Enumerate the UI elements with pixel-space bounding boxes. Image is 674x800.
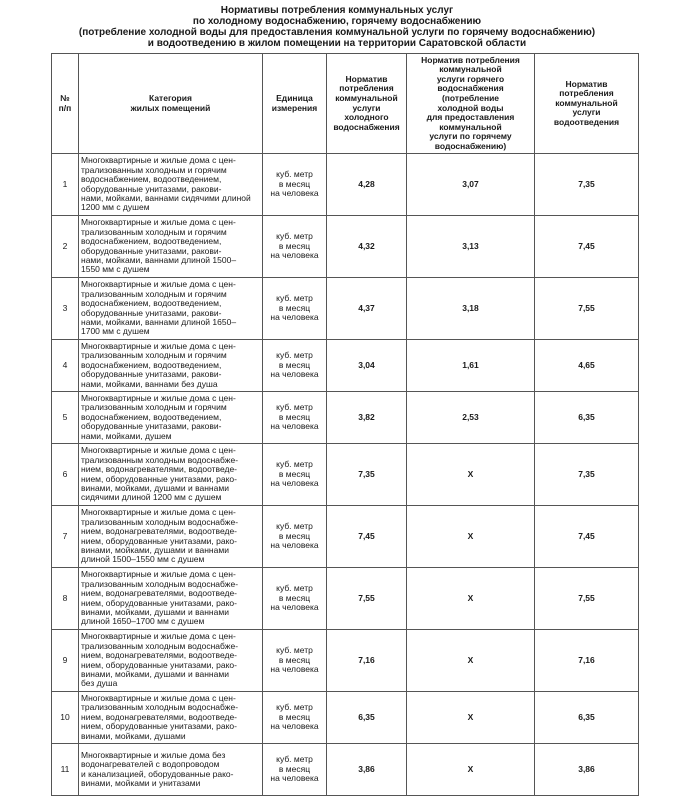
cold-water-value [327,216,407,278]
header-line: № [60,92,70,103]
header-category [79,54,263,154]
category-cell [79,392,263,444]
unit-line: на человека [270,478,319,489]
category-line: 1550 мм с душем [81,264,150,275]
category-cell [79,444,263,506]
cold-water-value [327,444,407,506]
cell-value: 7,55 [358,592,375,603]
unit-line: в месяц [278,592,311,603]
cell-value: 7,16 [578,654,595,665]
category-line: Многоквартирные и жилые дома с цен- [81,507,236,518]
hot-water-value [407,744,535,796]
hot-water-value [407,340,535,392]
unit-line: куб. метр [276,402,313,413]
cell-value: Х [467,592,474,603]
cell-value: Х [467,530,474,541]
header-line: Категория [149,92,192,103]
title-line: (потребление холодной воды для предоставления коммунальной услуги по горячему водоснабжению) [78,27,596,38]
category-line: Многоквартирные и жилые дома без [81,749,226,760]
cell-value: 6,35 [358,711,375,722]
hot-water-value [407,692,535,744]
unit-cell [263,278,327,340]
header-line: холодного [344,112,389,123]
cell-value: 9 [62,654,68,665]
header-line: для предоставления [426,112,515,123]
unit-line: на человека [270,421,319,432]
category-line: Многоквартирные и жилые дома с цен- [81,340,236,351]
cold-water-value [327,278,407,340]
unit-line: в месяц [278,530,311,541]
header-line: Норматив [345,73,388,84]
row-number [52,444,79,506]
category-line: 1200 мм с душем [81,202,150,213]
cold-water-value [327,392,407,444]
cell-value: 3,82 [358,411,375,422]
category-line: Многоквартирные и жилые дома с цен- [81,155,236,166]
cell-value: 7,35 [358,468,375,479]
category-line: нием, оборудованные унитазами, рако- [81,535,237,546]
drainage-value [535,278,639,340]
cell-value: 3,04 [358,359,375,370]
category-line: нами, мойками, душем [81,430,172,441]
cell-value: 3,86 [358,763,375,774]
cell-value: 5 [62,411,68,422]
category-line: нием, водонагревателями, водоотведе- [81,526,238,537]
cold-water-value [327,692,407,744]
category-line: 1700 мм с душем [81,326,150,337]
cell-value: 6,35 [578,711,595,722]
cold-water-value [327,630,407,692]
drainage-value [535,568,639,630]
category-line: водоснабжением, водоотведением, [81,236,222,247]
unit-cell [263,692,327,744]
header-line: услуги [352,102,381,113]
header-line: водоснабжения [437,83,504,94]
cell-value: 4 [62,359,68,370]
hot-water-value [407,444,535,506]
category-line: водоснабжением, водоотведением, [81,359,222,370]
unit-cell [263,744,327,796]
category-line: винами, мойками и унитазами [81,777,201,788]
cold-water-value [327,744,407,796]
cell-value: Х [467,468,474,479]
category-line: нами, мойками, ваннами длиной 1500– [81,254,237,265]
hot-water-value [407,154,535,216]
cold-water-value [327,506,407,568]
table-body [52,154,639,796]
cell-value: 3,18 [462,302,479,313]
category-line: трализованным холодным и горячим [81,402,227,413]
category-line: нами, мойками, ваннами без душа [81,378,218,389]
category-line: винами, мойками, душами и ваннами [81,544,229,555]
category-line: трализованным холодным и горячим [81,288,227,299]
unit-cell [263,568,327,630]
row-number [52,340,79,392]
header-line: услуги горячего [436,73,505,84]
row-number [52,568,79,630]
category-line: Многоквартирные и жилые дома с цен- [81,392,236,403]
cold-water-value [327,340,407,392]
drainage-value [535,340,639,392]
category-line: водоснабжением, водоотведением, [81,298,222,309]
table-row [52,506,639,568]
unit-line: куб. метр [276,702,313,713]
category-line: оборудованные унитазами, ракови- [81,421,222,432]
unit-line: в месяц [278,240,311,251]
category-line: нием, оборудованные унитазами, рако- [81,721,237,732]
header-line: Норматив потребления [421,54,520,65]
unit-line: в месяц [278,302,311,313]
cell-value: 11 [60,763,70,774]
header-line: жилых помещений [130,102,211,113]
cell-value: 7 [62,530,68,541]
unit-line: на человека [270,602,319,613]
unit-line: куб. метр [276,350,313,361]
row-number [52,392,79,444]
row-number [52,154,79,216]
row-number [52,692,79,744]
row-number [52,744,79,796]
category-line: водоснабжением, водоотведением, [81,411,222,422]
category-line: Многоквартирные и жилые дома с цен- [81,445,236,456]
category-line: длиной 1650–1700 мм с душем [81,616,205,627]
hot-water-value [407,568,535,630]
unit-line: в месяц [278,359,311,370]
unit-line: на человека [270,369,319,380]
cell-value: 6 [62,468,68,479]
header-cold-water [327,54,407,154]
header-line: водоснабжения [333,121,400,132]
header-line: Норматив [565,78,608,89]
title-line: по холодному водоснабжению, горячему водоснабжению [192,16,482,27]
header-line: коммунальной [439,64,502,75]
cell-value: 3,13 [462,240,479,251]
drainage-value [535,216,639,278]
cell-value: 7,35 [578,468,595,479]
category-line: трализованным холодным и горячим [81,164,227,175]
cell-value: 7,16 [358,654,375,665]
unit-line: в месяц [278,411,311,422]
unit-cell [263,444,327,506]
unit-line: куб. метр [276,645,313,656]
category-cell [79,692,263,744]
title-line: Нормативы потребления коммунальных услуг [220,5,454,16]
category-cell [79,278,263,340]
cell-value: 7,55 [578,592,595,603]
cold-water-value [327,568,407,630]
cell-value: 2 [62,240,68,251]
category-line: Многоквартирные и жилые дома с цен- [81,217,236,228]
header-line: водоснабжению) [434,140,507,151]
header-line: водоотведения [553,116,620,127]
category-line: сидячими длиной 1200 мм с душем [81,492,222,503]
header-drainage [535,54,639,154]
category-line: и канализацией, оборудованные рако- [81,768,234,779]
category-line: Многоквартирные и жилые дома с цен- [81,631,236,642]
hot-water-value [407,216,535,278]
unit-cell [263,340,327,392]
category-cell [79,506,263,568]
hot-water-value [407,278,535,340]
table-row [52,340,639,392]
category-line: нием, оборудованные унитазами, рако- [81,473,237,484]
category-line: нием, оборудованные унитазами, рако- [81,659,237,670]
unit-line: куб. метр [276,754,313,765]
category-line: трализованным холодным водоснабже- [81,454,239,465]
header-line: услуги по горячему [429,131,512,142]
cell-value: 7,35 [578,178,595,189]
cell-value: Х [467,654,474,665]
category-line: нием, водонагревателями, водоотведе- [81,464,238,475]
table-row [52,444,639,506]
header-line: услуги [572,107,601,118]
category-cell [79,340,263,392]
drainage-value [535,444,639,506]
unit-line: куб. метр [276,583,313,594]
cell-value: 7,45 [578,530,595,541]
table-row [52,278,639,340]
category-line: нами, мойками, ваннами длиной 1650– [81,316,237,327]
unit-line: в месяц [278,468,311,479]
unit-line: на человека [270,188,319,199]
unit-cell [263,630,327,692]
cell-value: 3,86 [578,763,595,774]
drainage-value [535,154,639,216]
drainage-value [535,630,639,692]
header-num [52,54,79,154]
unit-line: на человека [270,773,319,784]
header-line: потребления [559,88,614,99]
unit-line: куб. метр [276,169,313,180]
hot-water-value [407,506,535,568]
drainage-value [535,392,639,444]
cell-value: 7,45 [578,240,595,251]
category-line: трализованным холодным и горячим [81,226,227,237]
cell-value: Х [467,763,474,774]
category-line: нием, оборудованные унитазами, рако- [81,597,237,608]
category-line: трализованным холодным водоснабже- [81,578,239,589]
cell-value: 1,61 [462,359,479,370]
unit-line: в месяц [278,654,311,665]
drainage-value [535,506,639,568]
cell-value: 4,28 [358,178,375,189]
category-line: Многоквартирные и жилые дома с цен- [81,569,236,580]
cell-value: 4,32 [358,240,375,251]
cell-value: 1 [62,178,68,189]
header-line: измерения [271,102,318,113]
unit-cell [263,154,327,216]
row-number [52,506,79,568]
unit-line: на человека [270,721,319,732]
category-line: трализованным холодным водоснабже- [81,516,239,527]
unit-cell [263,392,327,444]
row-number [52,278,79,340]
hot-water-value [407,392,535,444]
category-line: нами, мойками, ваннами сидячими длиной [81,192,251,203]
table-row [52,692,639,744]
cell-value: 2,53 [462,411,479,422]
header-line: коммунальной [439,121,502,132]
cell-value: 7,55 [578,302,595,313]
category-line: нием, водонагревателями, водоотведе- [81,711,238,722]
header-line: (потребление [441,92,500,103]
unit-line: куб. метр [276,459,313,470]
table-row [52,744,639,796]
category-line: нием, водонагревателями, водоотведе- [81,650,238,661]
category-line: трализованным холодным водоснабже- [81,702,239,713]
header-hot-water [407,54,535,154]
document-title [0,5,674,49]
table-row [52,392,639,444]
cell-value: Х [467,711,474,722]
cell-value: 4,65 [578,359,595,370]
unit-line: на человека [270,312,319,323]
cell-value: 3,07 [462,178,479,189]
unit-line: на человека [270,664,319,675]
cell-value: 4,37 [358,302,375,313]
drainage-value [535,744,639,796]
row-number [52,216,79,278]
unit-line: в месяц [278,763,311,774]
category-line: трализованным холодным водоснабже- [81,640,239,651]
cell-value: 7,45 [358,530,375,541]
category-line: винами, мойками, душами [81,730,186,741]
header-line: коммунальной [335,92,398,103]
category-line: винами, мойками, душами и ваннами [81,482,229,493]
unit-line: в месяц [278,711,311,722]
category-line: оборудованные унитазами, ракови- [81,183,222,194]
category-line: Многоквартирные и жилые дома с цен- [81,692,236,703]
cell-value: 6,35 [578,411,595,422]
unit-line: в месяц [278,178,311,189]
header-line: потребления [339,83,394,94]
header-line: холодной воды [437,102,504,113]
category-cell [79,744,263,796]
title-line: и водоотведению в жилом помещении на территории Саратовской области [147,38,527,49]
table-row [52,216,639,278]
category-line: оборудованные унитазами, ракови- [81,369,222,380]
unit-line: на человека [270,540,319,551]
category-line: водоснабжением, водоотведением, [81,174,222,185]
drainage-value [535,692,639,744]
header-unit [263,54,327,154]
cell-value: 10 [60,711,70,722]
category-line: оборудованные унитазами, ракови- [81,245,222,256]
row-number [52,630,79,692]
unit-line: куб. метр [276,231,313,242]
category-line: оборудованные унитазами, ракови- [81,307,222,318]
category-line: водонагревателей с водопроводом [81,759,220,770]
category-line: трализованным холодным и горячим [81,350,227,361]
table-row [52,630,639,692]
header-line: п/п [58,102,72,113]
category-cell [79,568,263,630]
category-line: Многоквартирные и жилые дома с цен- [81,279,236,290]
category-cell [79,216,263,278]
header-line: коммунальной [555,97,618,108]
category-line: нием, водонагревателями, водоотведе- [81,588,238,599]
unit-cell [263,216,327,278]
unit-line: куб. метр [276,521,313,532]
unit-line: на человека [270,250,319,261]
cell-value: 8 [62,592,68,603]
category-line: длиной 1500–1550 мм с душем [81,554,205,565]
category-line: винами, мойками, душами и ваннами [81,606,229,617]
hot-water-value [407,630,535,692]
unit-cell [263,506,327,568]
header-row [52,54,639,154]
unit-line: куб. метр [276,293,313,304]
table-row [52,154,639,216]
cold-water-value [327,154,407,216]
category-cell [79,630,263,692]
cell-value: 3 [62,302,68,313]
header-line: Единица [276,92,313,103]
category-line: без душа [81,678,118,689]
norms-table [51,53,639,796]
category-line: винами, мойками, душами и ваннами [81,668,229,679]
table-row [52,568,639,630]
category-cell [79,154,263,216]
